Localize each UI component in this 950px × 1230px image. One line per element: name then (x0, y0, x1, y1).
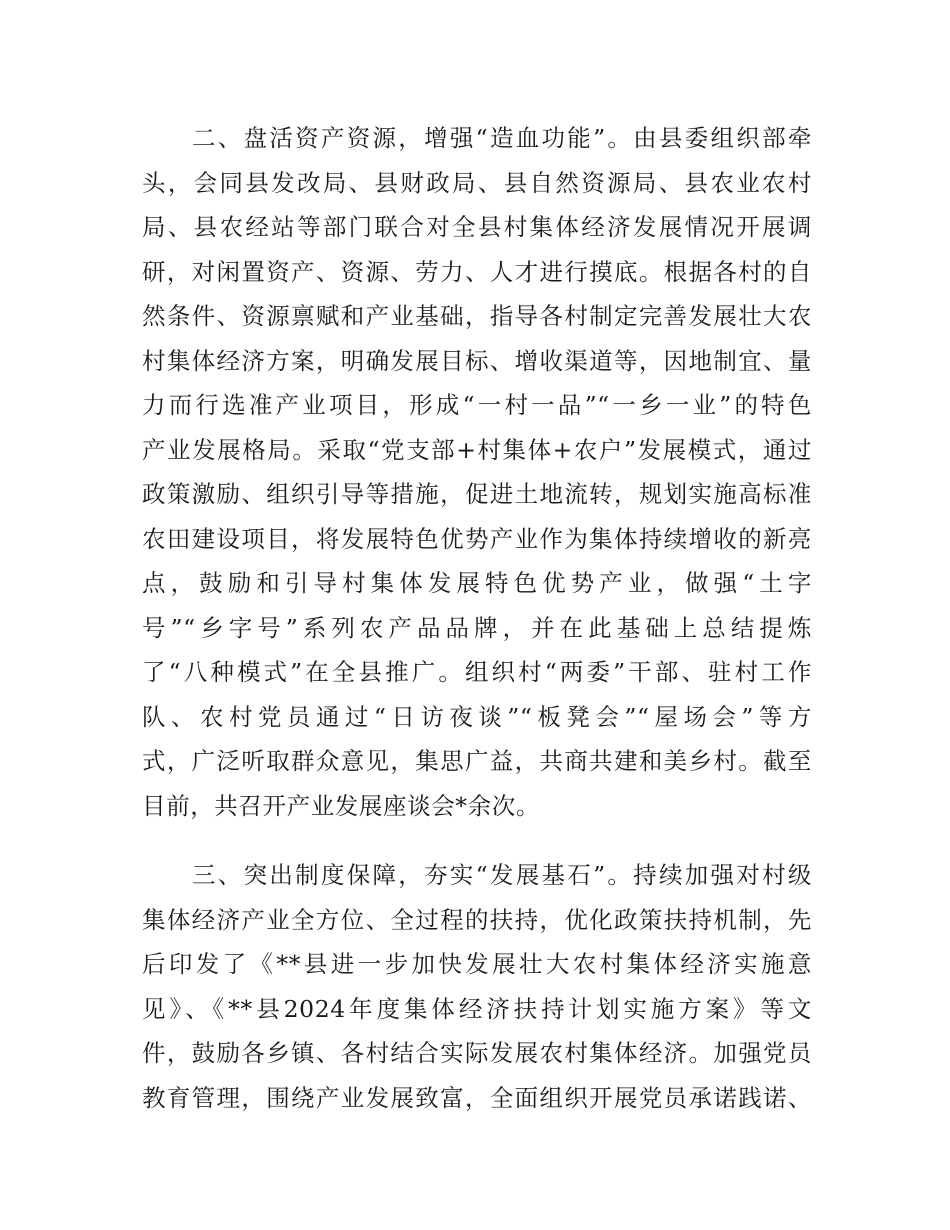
text-line: 然条件、资源禀赋和产业基础，指导各村制定完善发展壮大农 (142, 302, 812, 330)
paragraph-spacing (142, 828, 812, 853)
text-line: 队、农村党员通过“日访夜谈”“板凳会”“屋场会”等方 (142, 702, 812, 731)
text-line: 研，对闲置资产、资源、劳力、人才进行摸底。根据各村的自 (142, 257, 812, 286)
paragraph-2 (142, 116, 812, 828)
text-line: 式，广泛听取群众意见，集思广益，共商共建和美乡村。截至 (142, 747, 812, 775)
text-line: 目前，共召开产业发展座谈会*余次。 (142, 791, 540, 820)
paragraph-3 (142, 853, 812, 1120)
text-line: 后印发了《**县进一步加快发展壮大农村集体经济实施意 (142, 950, 812, 978)
text-line: 政策激励、组织引导等措施，促进土地流转，规划实施高标准 (142, 480, 812, 508)
text-line: 力而行选准产业项目，形成“一村一品”“一乡一业”的特色 (142, 391, 812, 419)
text-line: 产业发展格局。采取“党支部+村集体+农户”发展模式，通过 (142, 435, 812, 464)
text-line: 村集体经济方案，明确发展目标、增收渠道等，因地制宜、量 (142, 346, 812, 375)
text-line: 集体经济产业全方位、全过程的扶持，优化政策扶持机制，先 (142, 905, 812, 934)
text-line: 农田建设项目，将发展特色优势产业作为集体持续增收的新亮 (142, 524, 812, 553)
text-line: 二、盘活资产资源，增强“造血功能”。由县委组织部牵 (192, 124, 812, 152)
text-line: 头，会同县发改局、县财政局、县自然资源局、县农业农村 (142, 168, 812, 197)
text-line: 见》、《**县2024年度集体经济扶持计划实施方案》等文 (142, 994, 812, 1023)
text-line: 局、县农经站等部门联合对全县村集体经济发展情况开展调 (142, 213, 812, 241)
text-line: 了“八种模式”在全县推广。组织村“两委”干部、驻村工作 (142, 658, 812, 686)
document-body (142, 116, 812, 1120)
text-line: 教育管理，围绕产业发展致富，全面组织开展党员承诺践诺、 (142, 1083, 812, 1112)
text-line: 点，鼓励和引导村集体发展特色优势产业，做强“土字 (142, 569, 812, 597)
text-line: 号”“乡字号”系列农产品品牌，并在此基础上总结提炼 (142, 613, 812, 642)
text-line: 三、突出制度保障，夯实“发展基石”。持续加强对村级 (192, 861, 812, 889)
text-line: 件，鼓励各乡镇、各村结合实际发展农村集体经济。加强党员 (142, 1039, 812, 1067)
